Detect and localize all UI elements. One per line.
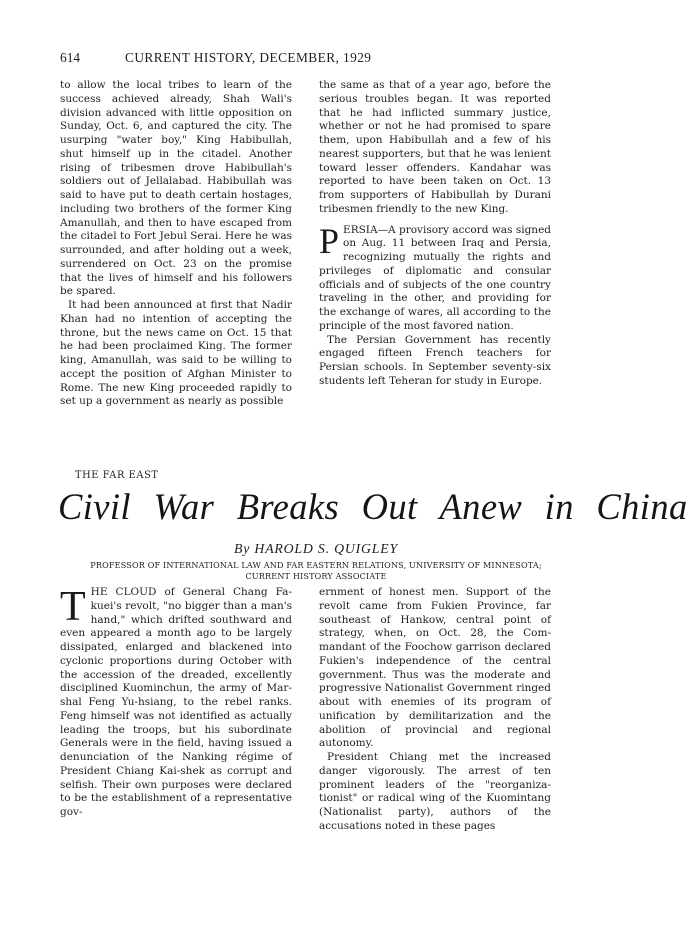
article-headline: Civil War Breaks Out Anew in China xyxy=(58,486,688,527)
china-paragraph-1-text: HE CLOUD of General Chang Fa-kuei's revolt, "no bigger than a man's hand," which drifted southward and even appeared a month ago to be largely dissipated, enlarged and blackened into cyclonic proportions during October with the accession of the dreaded, excellently disciplined Kuominchun, the army of Marshal Feng Yu-hsiang, to the rebel ranks. Feng himself was not identified as actually leading the troops, but his subordinate Generals were in the field, having issued a denunciation of the Nanking régime of President Chiang Kai-shek as corrupt and selfish. Their own purposes were declared to be the establishment of a representative gov- xyxy=(60,586,292,818)
persia-paragraph-1-text: ERSIA—A provisory accord was signed on Aug. 11 between Iraq and Persia, recognizing mutually the rights and privileges of diplomatic and consular officials and of subjects of the one country traveling in the other, and providing for the exchange of wares, all according to the principle of the most favored nation. xyxy=(319,223,551,332)
page-number: 614 xyxy=(60,50,81,65)
persia-paragraph-1 xyxy=(319,220,551,334)
top-left-column xyxy=(60,79,292,409)
afghanistan-paragraph-2: It had been announced at first that Nadir Khan had no intention of accepting the throne, but the news came on Oct. 15 that he had been proclaimed King. The former king, Amanullah, was said to be willing to accept the position of Afghan Minister to Rome. The new King proceeded rapidly to set up a government as nearly as possible xyxy=(60,299,292,408)
running-title: CURRENT HISTORY, DECEMBER, 1929 xyxy=(125,50,372,65)
china-drop-cap: T xyxy=(60,584,86,630)
credentials-line-1: PROFESSOR OF INTERNATIONAL LAW AND FAR EASTERN RELATIONS, UNIVERSITY OF MINNESOTA; xyxy=(90,560,542,570)
china-paragraph-3: President Chiang met the increased danger vigorously. The arrest of ten prominent leaders of the "reorganizationist" or radical wing of the Kuomintang (Nationalist party), authors of the accusations noted in these pages xyxy=(319,751,551,832)
afghanistan-paragraph-3: the same as that of a year ago, before the serious troubles began. It was reported that he had inflicted summary justice, whether or not he had promised to spare them, upon Habibullah and a few of his nearest supporters, but that he was lenient toward lesser offenders. Kandahar was reported to have been taken on Oct. 13 from supporters of Habibullah by Durani tribesmen friendly to the new King. xyxy=(319,79,551,215)
china-paragraph-1 xyxy=(60,586,292,820)
china-paragraph-2: ernment of honest men. Support of the revolt came from Fukien Province, far southeast of Hankow, central point of strategy, when, on Oct. 28, the Commandant of the Foochow garrison declared Fukien's independence of the central government. Thus was the moderate and progressive Nationalist Government ringed about with enemies of its program of unification by demilitarization and the abolition of provincial and regional autonomy. xyxy=(319,586,551,750)
bottom-right-column xyxy=(319,586,551,834)
persia-paragraph-2: The Persian Government has recently engaged fifteen French teachers for Persian schools. In September seventy-six students left Teheran for study in Europe. xyxy=(319,333,551,387)
top-right-column xyxy=(319,79,551,389)
author-credentials xyxy=(60,560,572,581)
afghanistan-paragraph-1: to allow the local tribes to learn of the success achieved already, Shah Wali's division advanced with little opposition on Sunday, Oct. 6, and captured the city. The usurping "water boy," King Habibullah, shut himself up in the citadel. Another rising of tribesmen drove Habibullah's soldiers out of Jellalabad. Habibullah was said to have put to death certain hostages, including two brothers of the former King Amanullah, and then to have escaped from the citadel to Fort Jebul Serai. Here he was surrounded, and after holding out a week, surrendered on Oct. 23 on the promise that the lives of himself and his followers be spared. xyxy=(60,79,292,298)
section-label: THE FAR EAST xyxy=(75,470,159,481)
page-header xyxy=(60,50,572,68)
credentials-line-2: CURRENT HISTORY ASSOCIATE xyxy=(245,570,387,581)
persia-drop-cap: P xyxy=(319,220,340,261)
bottom-left-column xyxy=(60,586,292,820)
article-byline: By HAROLD S. QUIGLEY xyxy=(234,541,398,556)
